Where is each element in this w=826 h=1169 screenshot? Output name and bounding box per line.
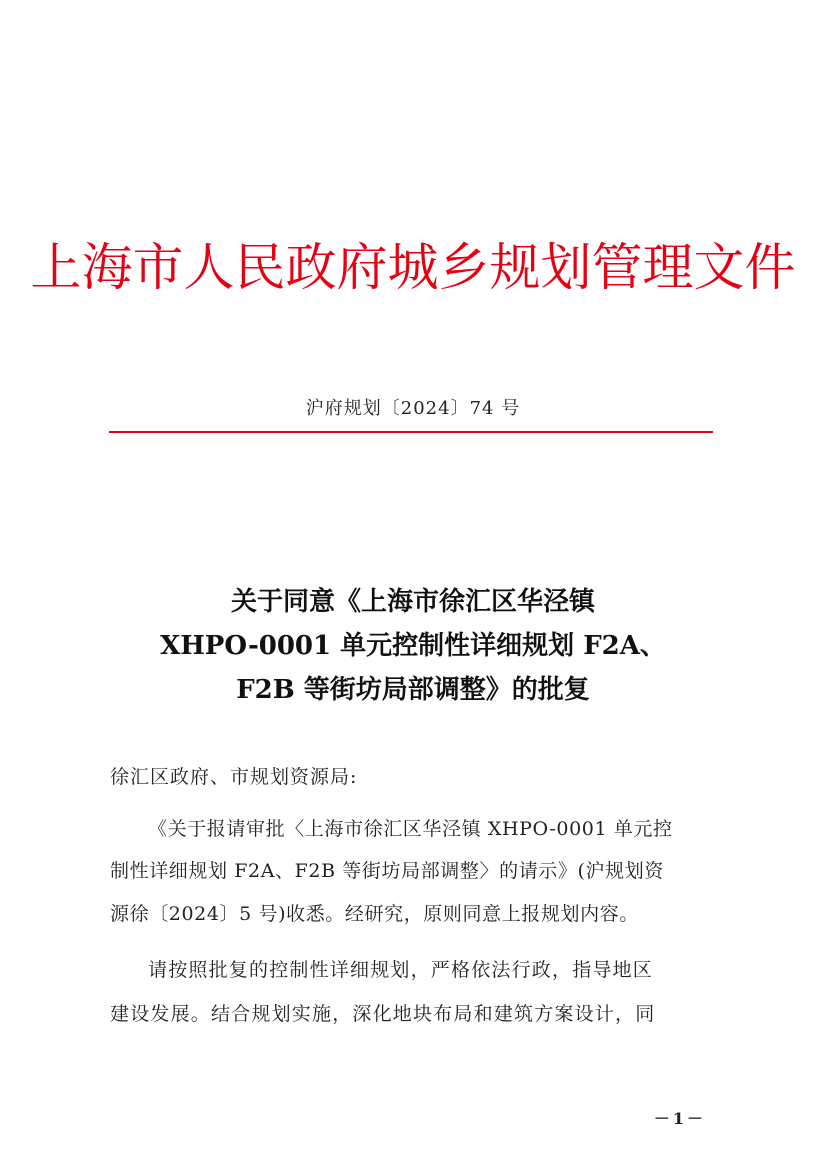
body-text-line: 《关于报请审批〈上海市徐汇区华泾镇 XHPO-0001 单元控 (148, 818, 673, 840)
body-text-line: 制性详细规划 F2A、F2B 等街坊局部调整〉的请示》(沪规划资 (110, 860, 664, 882)
page-number: －1－ (653, 1109, 706, 1128)
document-number: 沪府规划〔2024〕74 号 (305, 398, 521, 419)
body-text-line: 源徐〔2024〕5 号)收悉。经研究，原则同意上报规划内容。 (110, 903, 639, 925)
body-text-line: 请按照批复的控制性详细规划，严格依法行政，指导地区 (148, 959, 654, 981)
title-line: 关于同意《上海市徐汇区华泾镇 (230, 587, 595, 617)
issuing-authority-header: 上海市人民政府城乡规划管理文件 (30, 239, 796, 298)
title-line: F2B 等街坊局部调整》的批复 (236, 675, 590, 705)
body-text-line: 建设发展。结合规划实施，深化地块布局和建筑方案设计，同 (110, 1003, 656, 1025)
red-separator-line (109, 431, 713, 433)
addressee: 徐汇区政府、市规划资源局: (110, 766, 358, 788)
title-line: XHPO-0001 单元控制性详细规划 F2A、 (160, 631, 666, 661)
document-title (0, 580, 826, 712)
